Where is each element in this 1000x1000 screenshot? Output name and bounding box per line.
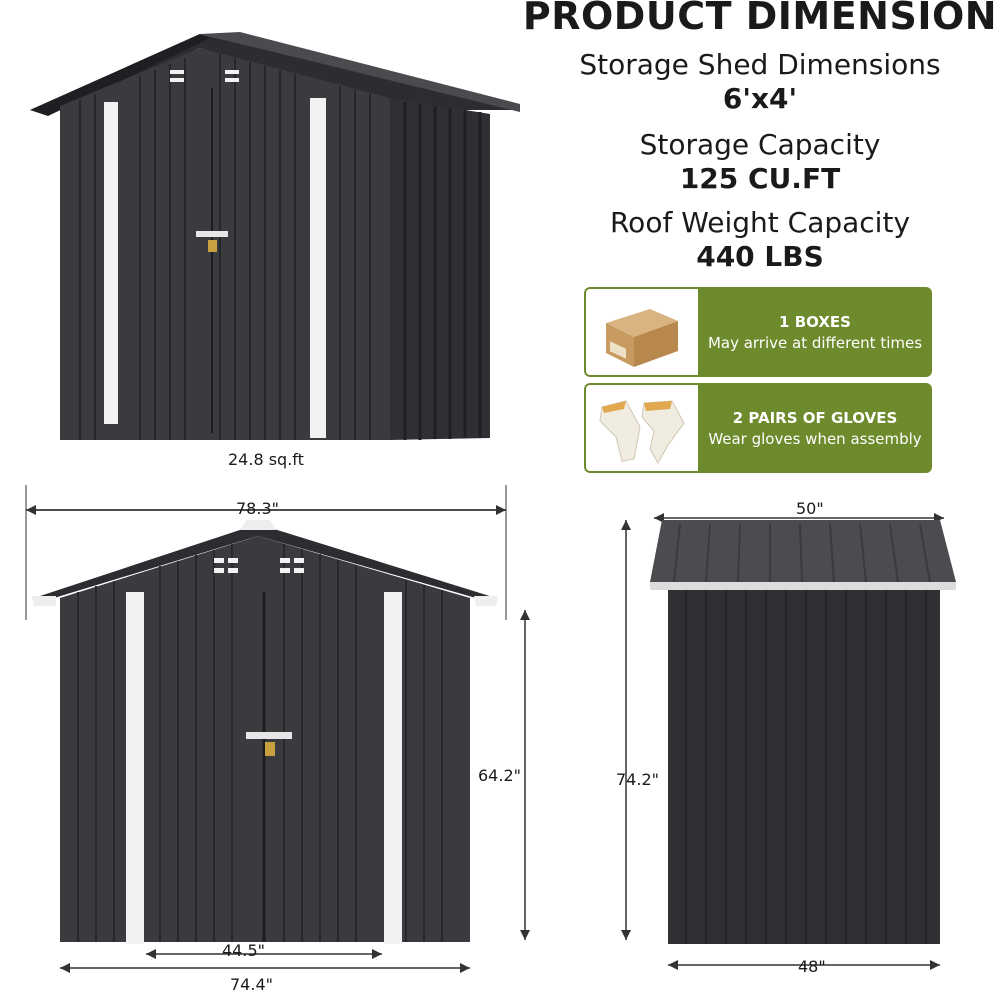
gloves-icon: [584, 383, 698, 473]
base-width-label: 74.4": [230, 975, 273, 994]
page-title: PRODUCT DIMENSION: [522, 0, 998, 38]
spec-label-dimensions: Storage Shed Dimensions: [579, 48, 941, 81]
spec-value-roof-weight: 440 LBS: [696, 240, 824, 273]
gloves-card: [584, 383, 932, 473]
spec-value-capacity: 125 CU.FT: [679, 162, 841, 195]
boxes-card-title: 1 BOXES: [779, 312, 851, 331]
wall-height-label: 64.2": [478, 766, 521, 785]
side-top-width-label: 50": [796, 499, 824, 518]
gloves-card-subtitle: Wear gloves when assembly: [708, 429, 922, 448]
shed-front-image: [20, 480, 540, 980]
area-label: 24.8 sq.ft: [228, 450, 304, 469]
boxes-card: [584, 287, 932, 377]
box-icon: [584, 287, 698, 377]
spec-label-capacity: Storage Capacity: [639, 128, 881, 161]
boxes-card-subtitle: May arrive at different times: [707, 333, 923, 352]
door-width-label: 44.5": [222, 941, 265, 960]
total-height-label: 74.2": [616, 770, 659, 789]
shed-perspective-image: [20, 28, 520, 448]
gloves-card-title: 2 PAIRS OF GLOVES: [732, 408, 898, 427]
side-base-width-label: 48": [798, 957, 826, 976]
spec-value-dimensions: 6'x4': [722, 82, 798, 115]
shed-side-image: [610, 510, 970, 990]
overall-width-label: 78.3": [236, 499, 279, 518]
spec-label-roof-weight: Roof Weight Capacity: [609, 206, 911, 239]
